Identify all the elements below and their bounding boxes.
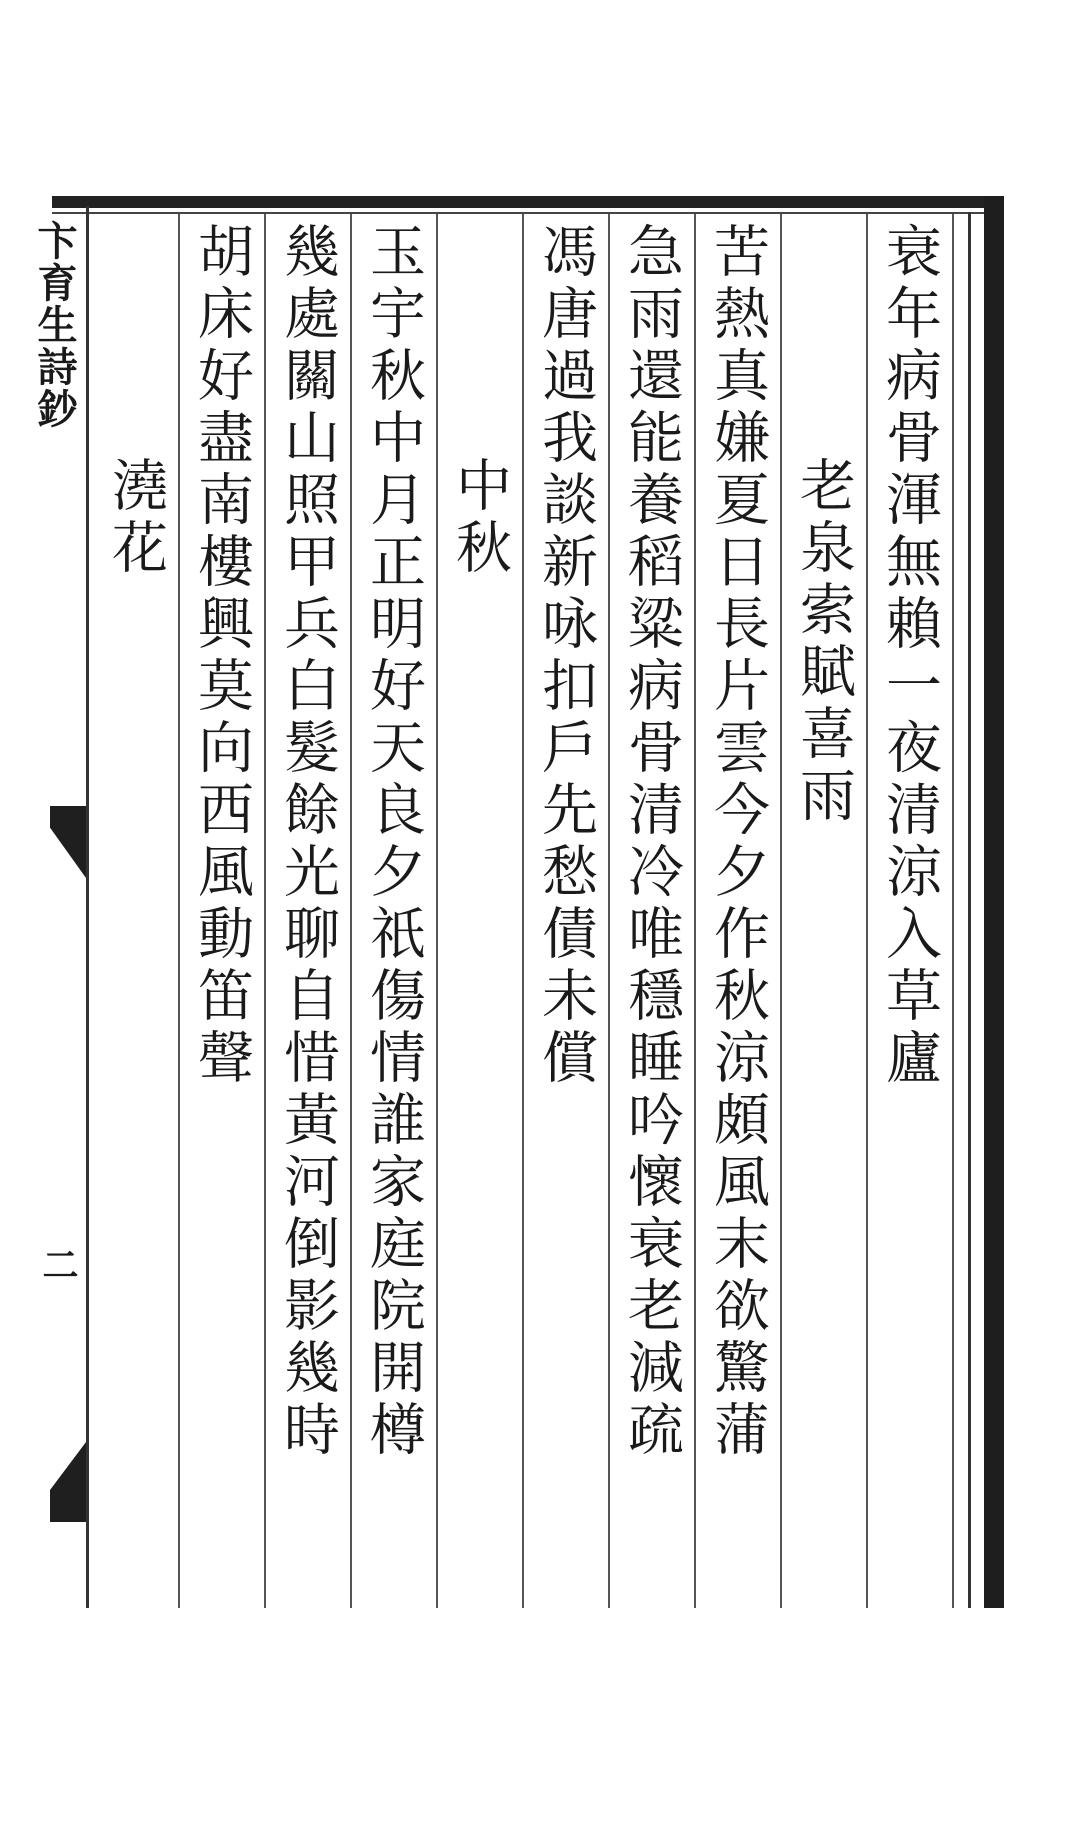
text-column: 幾處關山照甲兵白髮餘光聊自惜黃河倒影幾時 bbox=[275, 222, 340, 1462]
column-rule bbox=[264, 214, 266, 1608]
text-column: 胡床好盡南樓興莫向西風動笛聲 bbox=[189, 222, 254, 1090]
column-rule bbox=[350, 214, 352, 1608]
poem-title-column: 澆花 bbox=[103, 456, 168, 580]
column-rule bbox=[178, 214, 180, 1608]
frame-left-border bbox=[86, 206, 89, 1608]
fish-tail-mark-lower bbox=[50, 1442, 86, 1522]
fish-tail-mark-upper bbox=[50, 806, 86, 878]
text-column: 馮唐過我談新咏扣戶先愁債未償 bbox=[533, 222, 598, 1090]
book-title: 卞育生詩鈔 bbox=[31, 220, 78, 430]
column-rule bbox=[694, 214, 696, 1608]
leaf-number: 二 bbox=[37, 1246, 79, 1282]
text-column: 衰年病骨渾無賴一夜清涼入草廬 bbox=[877, 222, 942, 1090]
column-rule bbox=[866, 214, 868, 1608]
column-rule bbox=[436, 214, 438, 1608]
text-column: 苦熱真嫌夏日長片雲今夕作秋涼頗風末欲驚蒲 bbox=[705, 222, 770, 1462]
poem-title-column: 中秋 bbox=[447, 456, 512, 580]
block-mouth-strip bbox=[31, 206, 86, 1608]
frame-top-inner-line bbox=[52, 212, 1004, 214]
frame-right-inner-line bbox=[968, 212, 971, 1608]
text-column: 玉宇秋中月正明好天良夕祇傷情誰家庭院開樽 bbox=[361, 222, 426, 1462]
text-column: 急雨還能養稻粱病骨清冷唯穩睡吟懷衰老減疏 bbox=[619, 222, 684, 1462]
poem-title-column: 老泉索賦喜雨 bbox=[791, 456, 856, 828]
column-rule bbox=[522, 214, 524, 1608]
column-rule bbox=[608, 214, 610, 1608]
frame-top-border bbox=[52, 196, 1004, 208]
column-rule bbox=[952, 214, 954, 1608]
column-rule bbox=[780, 214, 782, 1608]
frame-right-border bbox=[984, 196, 1004, 1608]
